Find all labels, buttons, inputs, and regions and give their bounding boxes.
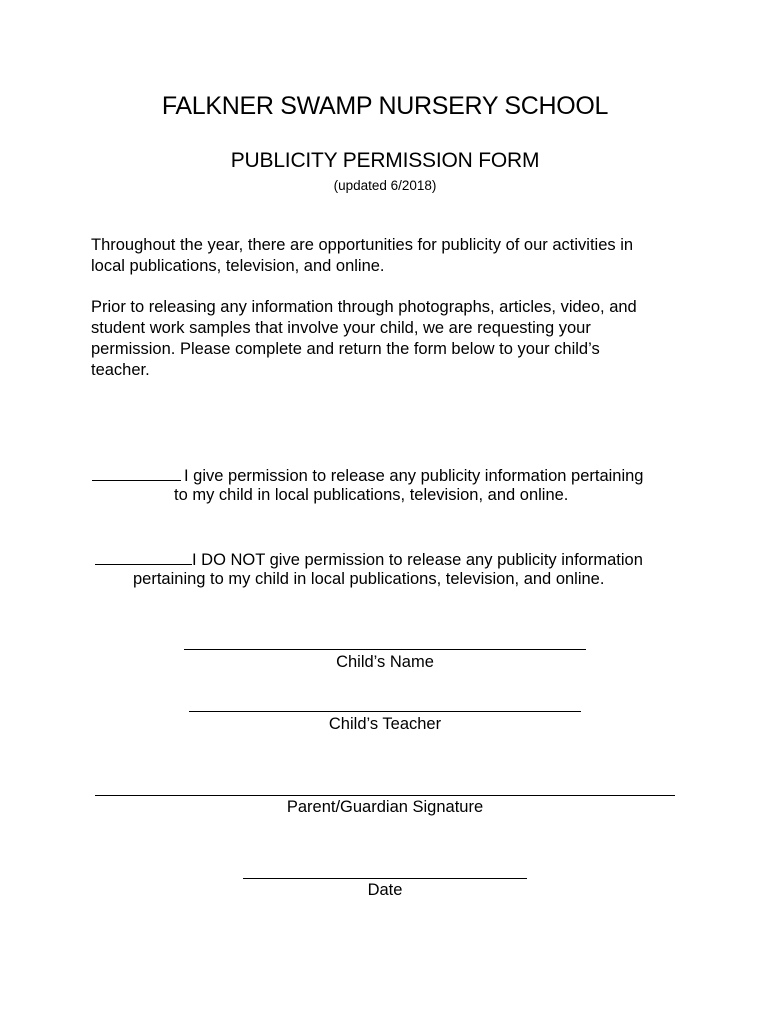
intro-paragraph-1 (91, 235, 691, 277)
deny-permission-initial-blank[interactable] (95, 548, 192, 565)
intro-paragraph-2-line-3: permission. Please complete and return the form below to your child’s (91, 340, 600, 358)
form-title: PUBLICITY PERMISSION FORM (230, 149, 540, 172)
give-permission-text-line-2: to my child in local publications, television, and online. (174, 486, 569, 504)
give-permission-initial-blank[interactable] (92, 464, 181, 481)
intro-paragraph-2-line-1: Prior to releasing any information through photographs, articles, video, and (91, 298, 637, 316)
deny-permission-option (95, 548, 643, 571)
intro-paragraph-2-line-4: teacher. (91, 361, 150, 379)
deny-permission-text-line-2: pertaining to my child in local publications, television, and online. (133, 570, 605, 588)
deny-permission-text-line-1: I DO NOT give permission to release any publicity information (192, 551, 643, 569)
give-permission-option (92, 464, 644, 487)
updated-date: (updated 6/2018) (333, 178, 437, 193)
parent-signature-label: Parent/Guardian Signature (286, 798, 484, 816)
childs-teacher-line[interactable] (189, 711, 581, 712)
give-permission-text-line-1: I give permission to release any publicity information pertaining (184, 467, 644, 485)
date-line[interactable] (243, 878, 527, 879)
intro-paragraph-1-line-1: Throughout the year, there are opportunities for publicity of our activities in (91, 236, 634, 254)
parent-signature-line[interactable] (95, 795, 675, 796)
date-label: Date (367, 881, 403, 899)
childs-name-label: Child’s Name (336, 653, 434, 671)
school-name: FALKNER SWAMP NURSERY SCHOOL (161, 92, 609, 120)
intro-paragraph-1-line-2: local publications, television, and online. (91, 257, 385, 275)
childs-teacher-label: Child’s Teacher (328, 715, 442, 733)
intro-paragraph-2-line-2: student work samples that involve your child, we are requesting your (91, 319, 591, 337)
intro-paragraph-2 (91, 297, 691, 381)
childs-name-line[interactable] (184, 649, 586, 650)
